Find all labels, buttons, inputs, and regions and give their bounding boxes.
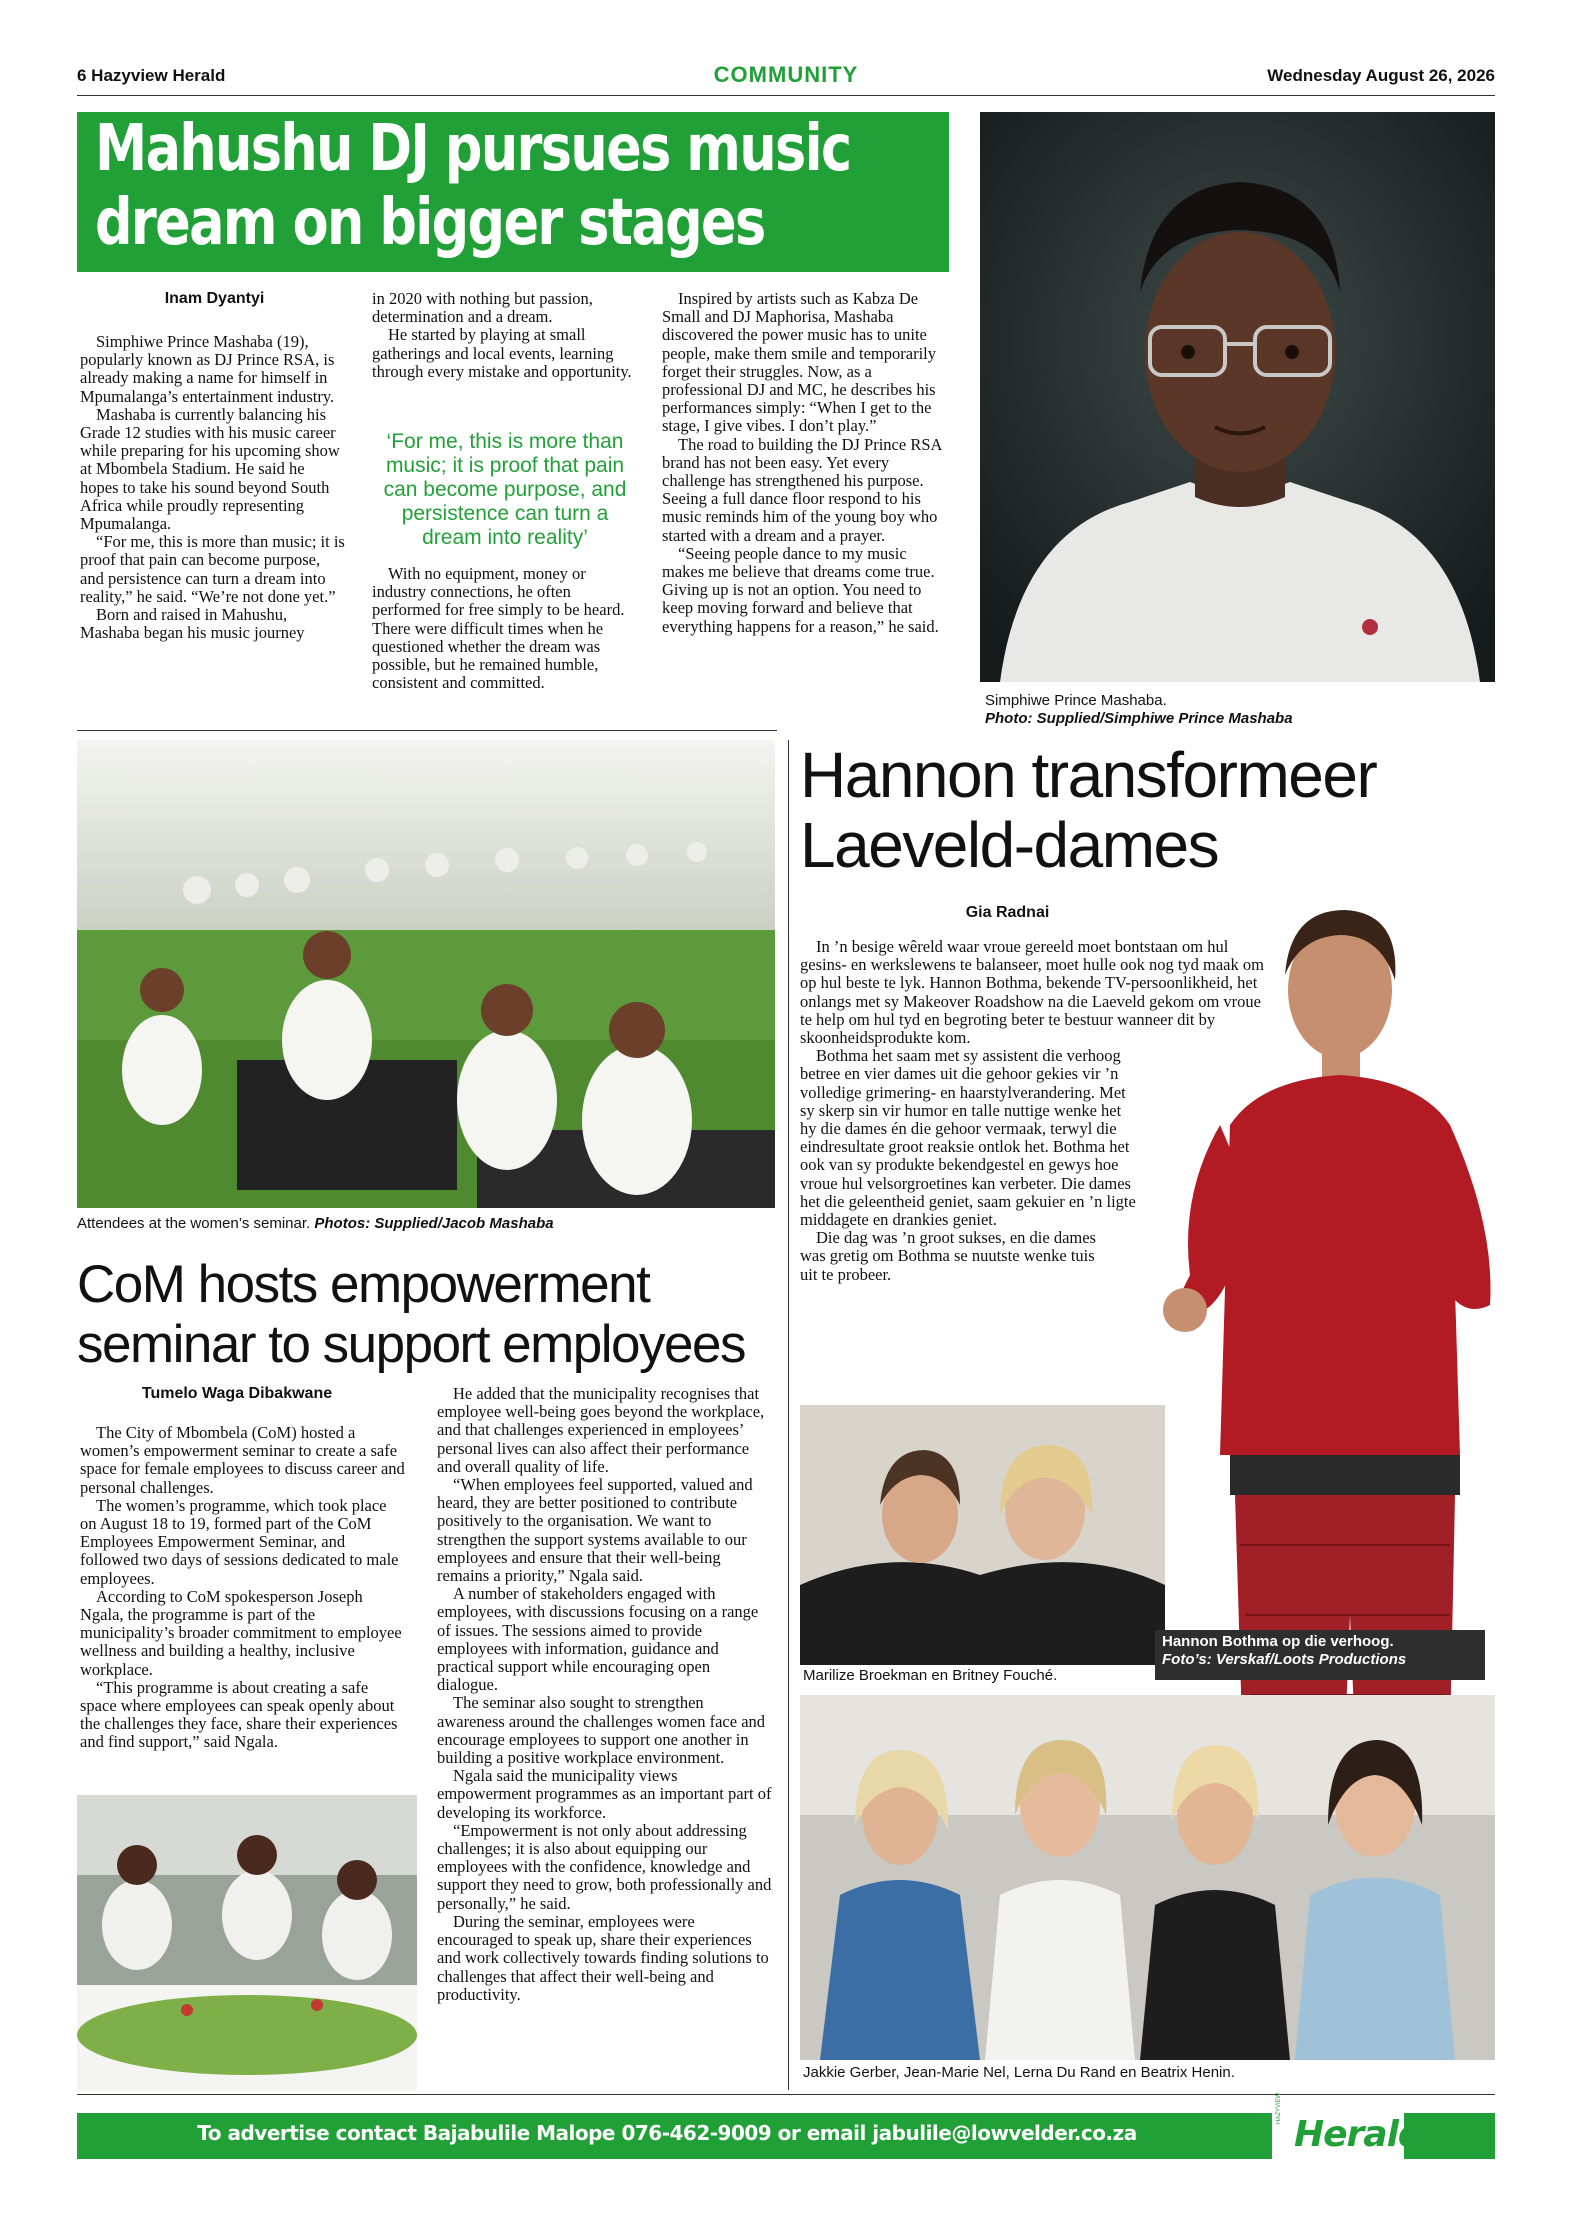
paragraph: The seminar also sought to strengthen awareness around the challenges women face and encourage employees to support one another in building a positive workplace environment. — [437, 1693, 766, 1768]
paragraph: “For me, this is more than music; it is proof that pain can become purpose, and persistence can turn a dream into reality,” he said. “We’re not done yet.” — [80, 532, 345, 606]
paragraph: Inspired by artists such as Kabza De Small and DJ Maphorisa, Mashaba discovered the power music has to unite people, make them smile and temporarily forget their struggles. Now, as a professional DJ and MC, he describes his performances simply: “When I get to the stage, I give vibes. I don’t play.” — [662, 289, 936, 436]
section-label: COMMUNITY — [713, 62, 859, 87]
article2-headline: CoM hosts empowerment seminar to support employees — [77, 1255, 745, 1374]
paragraph: The road to building the DJ Prince RSA brand has not been easy. Yet every challenge has strengthened his purpose. Seeing a full dance floor respond to his music reminds him of the young boy who started with a dream and a prayer. — [662, 434, 942, 545]
article2-col2 — [437, 1385, 772, 2004]
article3-body — [800, 938, 1265, 1284]
article3-byline: Gia Radnai — [965, 904, 1050, 921]
page-folio: 6 Hazyview Herald — [77, 66, 226, 85]
paragraph: “This programme is about creating a safe space where employees can speak openly about the challenges they face, share their experiences and find support,” said Ngala. — [80, 1677, 398, 1752]
table-photo — [77, 1795, 417, 2091]
article1-col3 — [662, 290, 944, 636]
paragraph: A number of stakeholders engaged with employees, with discussions focusing on a range of issues. The sessions aimed to provide employees with information, guidance and practical support while encouraging open dialogue. — [437, 1584, 759, 1695]
paragraph: “Empowerment is not only about addressing challenges; it is also about equipping our employees with the confidence, knowledge and support they need to grow, both professionally and personally,” he said. — [437, 1820, 772, 1913]
paragraph: Bothma het saam met sy assistent die verhoog betree en vier dames uit die gehoor gekies vir ’n volledige grimering- en haarstylverandering. Met sy skerp sin vir humor en talle nuttige wenke het hy die dames én die gehoor vermaak, terwyl die eindresultate groot reaksie ontlok het. Bothma het ook van sy produkte bekendgestel en gewys hoe vroue hul velsorgroetines kan verbeter. Die dames het die geleentheid geniet, saam gekuier en ’n ligte middagete en drankies geniet. — [800, 1046, 1136, 1230]
seminar-photo — [77, 740, 775, 1208]
column-divider — [788, 740, 789, 2090]
paragraph: The women’s programme, which took place on August 18 to 19, formed part of the CoM Employees Empowerment Seminar, and followed two days of sessions dedicated to male employees. — [80, 1495, 399, 1588]
article2-byline: Tumelo Waga Dibakwane — [141, 1385, 333, 1402]
pair-caption: Marilize Broekman en Britney Fouché. — [803, 1667, 1058, 1684]
paragraph: In ’n besige wêreld waar vroue gereeld moet bontstaan om hul gesins- en werkslewens te balanseer, moet hulle ook nog tyd maak om op hul beste te lyk. Hannon Bothma, bekende TV-persoonlikheid, het onlangs met sy Makeover Roadshow na die Laeveld gekom om vroue te help om hul tyd en begroting beter te bestuur wanneer dit by skoonheidsprodukte kom. — [800, 937, 1264, 1048]
group-photo — [800, 1695, 1495, 2060]
paragraph: He added that the municipality recognises that employee well-being goes beyond the workplace, and that challenges experienced in employees’ personal lives can also affect their performance and overall quality of life. — [437, 1384, 765, 1476]
paragraph: He started by playing at small gatherings and local events, learning through every mistake and opportunity. — [372, 325, 632, 381]
paragraph: Mashaba is currently balancing his Grade 12 studies with his music career while preparing for his upcoming show at Mbombela Stadium. He said he hopes to take his sound beyond South Africa while proudly representing Mpumalanga. — [80, 404, 340, 534]
pull-quote: ‘For me, this is more than music; it is proof that pain can become purpose, and persistence can turn a dream into reality’ — [383, 430, 627, 549]
paragraph: Born and raised in Mahushu, Mashaba began his music journey — [80, 605, 305, 643]
article1-headline: Mahushu DJ pursues music dream on bigger stages — [95, 112, 851, 260]
footer-logo-small: HAZYVIEW — [1276, 2092, 1282, 2124]
article1-col2-top — [372, 290, 640, 381]
paragraph: With no equipment, money or industry connections, he often performed for free simply to be heard. There were difficult times when he questioned whether the dream was possible, but he remained humble, consistent and committed. — [372, 564, 625, 693]
section-divider — [77, 730, 777, 731]
article1-col1 — [80, 333, 345, 642]
seminar-caption: Attendees at the women’s seminar. Photos: Supplied/Jacob Mashaba — [77, 1215, 554, 1232]
footer-ad-text: To advertise contact Bajabulile Malope 076-462-9009 or email jabulile@lowvelder.co.za — [197, 2121, 1137, 2145]
issue-date: Wednesday August 26, 2026 — [1267, 66, 1495, 85]
article3-headline: Hannon transformeer Laeveld-dames — [800, 739, 1377, 881]
portrait-caption: Simphiwe Prince Mashaba. Photo: Supplied/Simphiwe Prince Mashaba — [985, 692, 1293, 727]
herald-logo: Herald — [1294, 2114, 1423, 2155]
paragraph: Ngala said the municipality views empowerment programmes as an important part of developing its workforce. — [437, 1766, 772, 1822]
article2-col1 — [80, 1424, 405, 1752]
portrait-photo — [980, 112, 1495, 682]
paragraph: During the seminar, employees were encouraged to speak up, share their experiences and work collectively towards finding solutions to challenges that affect their well-being and productivity. — [437, 1911, 769, 2004]
paragraph: According to CoM spokesperson Joseph Ngala, the programme is part of the municipality’s broader commitment to employee wellness and building a healthy, inclusive workplace. — [80, 1586, 402, 1679]
group-caption: Jakkie Gerber, Jean-Marie Nel, Lerna Du Rand en Beatrix Henin. — [803, 2064, 1235, 2081]
header-rule — [77, 95, 1495, 96]
paragraph: “Seeing people dance to my music makes me believe that dreams come true. Giving up is not an option. You need to keep moving forward and believe that everything happens for a reason,” he said. — [662, 543, 939, 636]
pair-photo — [800, 1405, 1165, 1665]
paragraph: “When employees feel supported, valued and heard, they are better positioned to contribute positively to the organisation. We want to strengthen the support systems available to our employees and ensure that their well-being remains a priority,” Ngala said. — [437, 1475, 753, 1586]
paragraph: Simphiwe Prince Mashaba (19), popularly known as DJ Prince RSA, is already making a name for himself in Mpumalanga’s entertainment industry. — [80, 332, 335, 406]
paragraph: The City of Mbombela (CoM) hosted a women’s empowerment seminar to create a safe space for female employees to discuss career and personal challenges. — [80, 1423, 405, 1497]
paragraph: in 2020 with nothing but passion, determination and a dream. — [372, 289, 593, 327]
article1-col2-bottom — [372, 565, 640, 692]
hannon-caption: Hannon Bothma op die verhoog. Foto’s: Verskaf/Loots Productions — [1162, 1633, 1407, 1668]
footer-rule — [77, 2094, 1495, 2095]
paragraph: Die dag was ’n groot sukses, en die dames was gretig om Bothma se nuutste wenke tuis uit te probeer. — [800, 1228, 1096, 1284]
article1-byline: Inam Dyantyi — [164, 290, 265, 307]
